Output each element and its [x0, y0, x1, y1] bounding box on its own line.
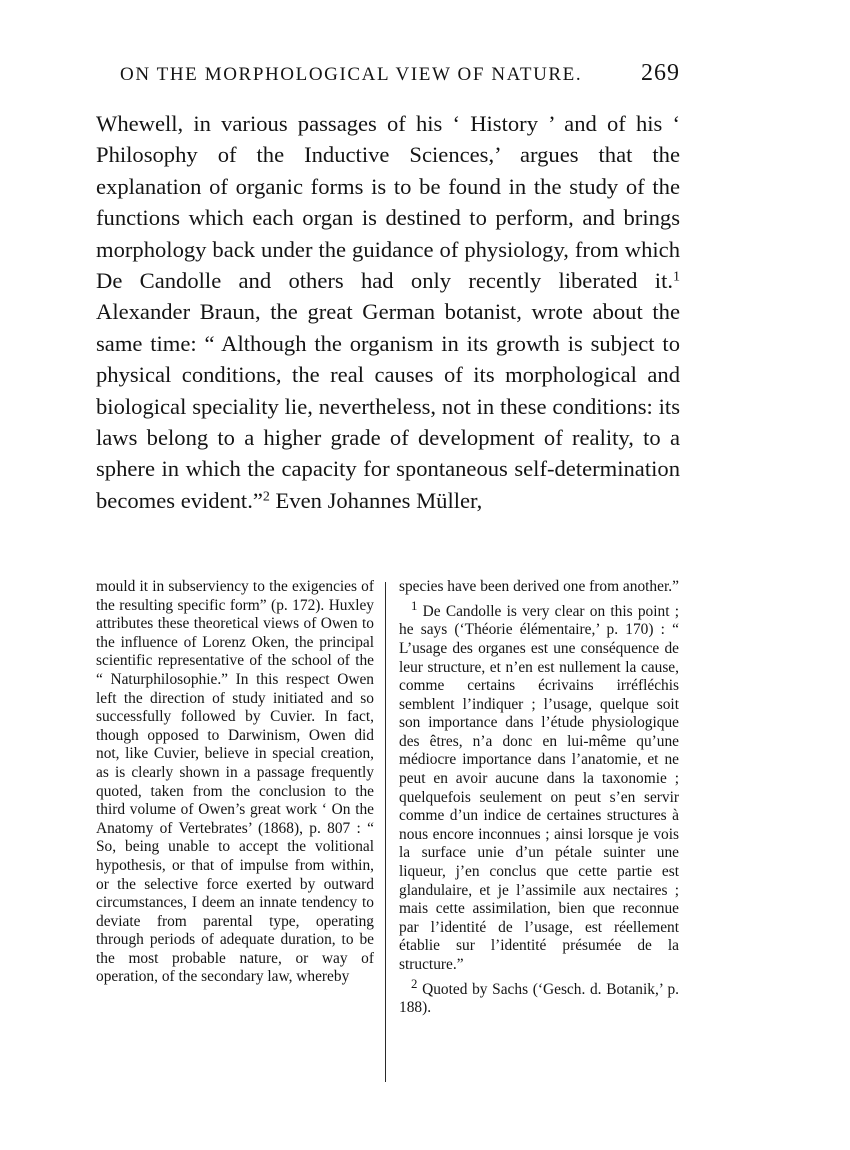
- footnote-column-left: [96, 578, 374, 987]
- column-divider: [385, 582, 386, 1082]
- footnote-1-marker: 1: [411, 598, 418, 613]
- running-title: ON THE MORPHOLOGICAL VIEW OF NATURE.: [120, 64, 583, 85]
- page-number: 269: [641, 60, 680, 86]
- footnote-ref-2: 2: [262, 489, 270, 505]
- paragraph-text-part1: Whewell, in various passages of his ‘ History ’ and of his ‘ Philosophy of the Inductive Sciences,’ argues that the explanation of organic forms is to be found in the study of the functions which each organ is destined to perform, and brings morphology back under the guidance of physiology, from which De Candolle and others had only recently liberated it.: [96, 111, 680, 294]
- footnote-1-text: De Candolle is very clear on this point ; he says (‘Théorie élémentaire,’ p. 170) : “ L’usage des organes est une conséquence de leur structure, et n’en est nullement la cause, comme certains écrivains irréfléchis semblent l’indiquer ; l’usage, quelque soit son importance dans l’étude physiologique des êtres, n’a donc en lui-même qu’une médiocre importance dans l’anatomie, et ne peut en avoir aucune dans la taxonomie ; quelquefois seulement on peut s’en servir comme d’un indice de certaines structures à nous encore inconnues ; ainsi lorsque je vois la surface unie d’un pétale suinter une liqueur, j’en conclus que cette partie est glandulaire, et je l’assimile aux nectaires ; mais cette assimilation, bien que reconnue par l’identité de l’usage, est réellement établie sur l’identité présumée de la structure.”: [399, 602, 679, 973]
- footnote-ref-1: 1: [673, 269, 680, 285]
- footnote-2: [399, 975, 679, 1018]
- footnote-1: [399, 597, 679, 975]
- main-paragraph: [96, 108, 680, 516]
- footnote-2-text: Quoted by Sachs (‘Gesch. d. Botanik,’ p. 188).: [399, 980, 679, 1017]
- footnote-continuation-left: mould it in subserviency to the exigencies of the resulting specific form” (p. 172). Huxley attributes these theoretical views of Owen to the influence of Lorenz Oken, the principal scientific representative of the school of the “ Naturphilosophie.” In this respect Owen left the direction of study initiated and so successfully followed by Cuvier. In fact, though opposed to Darwinism, Owen did not, like Cuvier, believe in special creation, as is clearly shown in a passage frequently quoted, taken from the conclusion to the third volume of Owen’s great work ‘ On the Anatomy of Vertebrates’ (1868), p. 807 : “ So, being unable to accept the volitional hypothesis, or that of impulse from within, or the selective force exerted by outward circumstances, I deem an innate tendency to deviate from parental type, operating through periods of adequate duration, to be the most probable nature, or way of operation, of the secondary law, whereby: [96, 578, 374, 986]
- paragraph-text-part2: Alexander Braun, the great German botanist, wrote about the same time: “ Although the organism in its growth is subject to physical conditions, the real causes of its morphological and biological speciality lie, nevertheless, not in these conditions: its laws belong to a higher grade of development of reality, to a sphere in which the capacity for spontaneous self-determination becomes evident.”: [96, 299, 680, 513]
- paragraph-text-part3: Even Johannes Müller,: [269, 487, 483, 513]
- footnotes-section: [96, 578, 680, 1088]
- footnote-2-marker: 2: [411, 976, 418, 991]
- running-head: [96, 60, 680, 94]
- book-page: [96, 0, 680, 1150]
- footnote-continuation-right: species have been derived one from another.”: [399, 578, 679, 595]
- footnote-column-right: [399, 578, 679, 1018]
